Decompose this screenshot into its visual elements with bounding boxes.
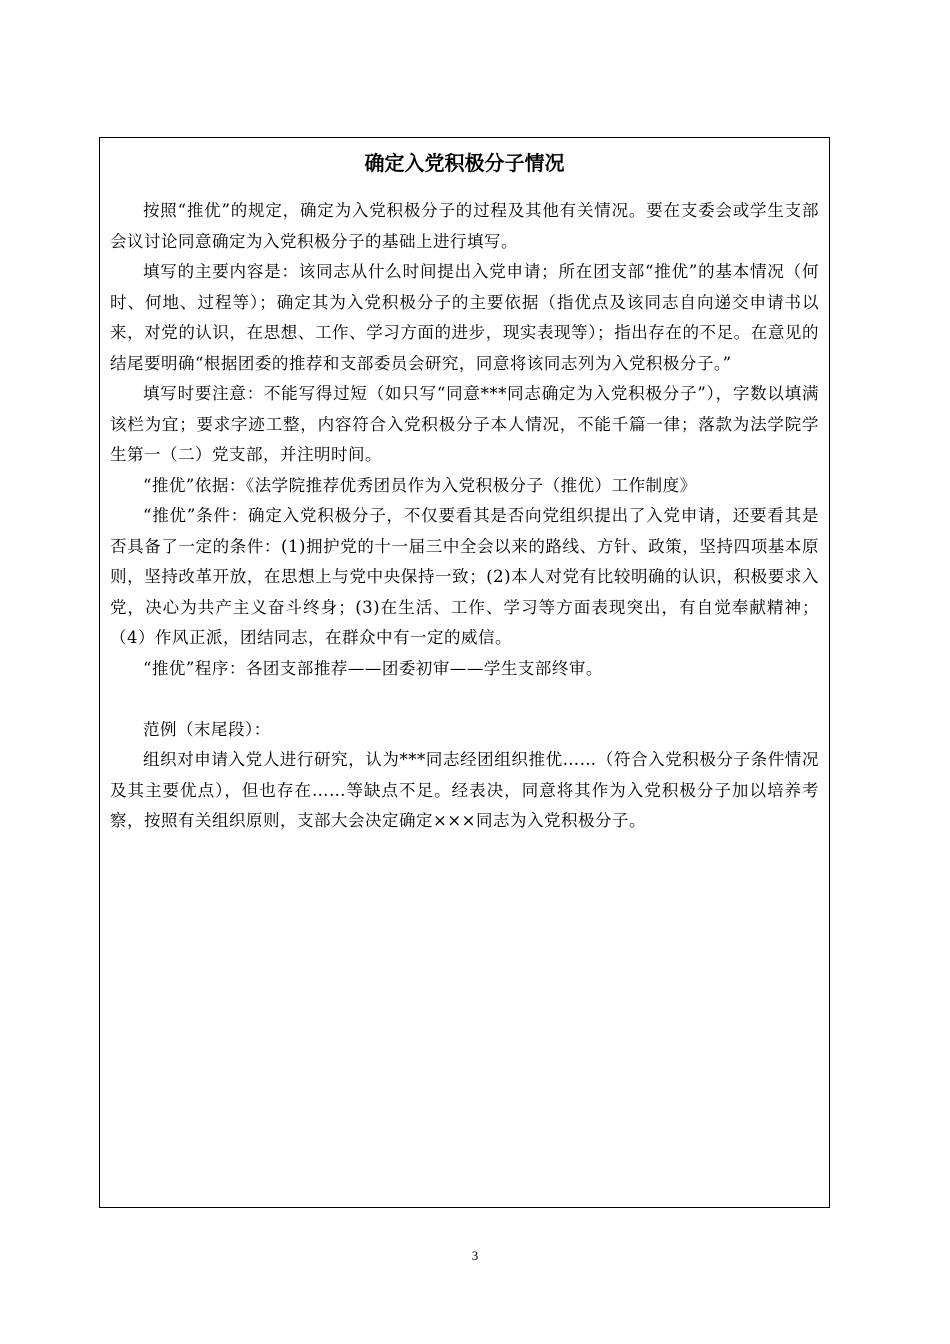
procedure-paragraph: “推优”程序：各团支部推荐——团委初审——学生支部终审。	[143, 658, 603, 678]
instruction-paragraph-2: 填写的主要内容是：该同志从什么时间提出入党申请；所在团支部“推优”的基本情况（何时、何地、过程等）；确定其为入党积极分子的主要依据（指优点及该同志自向递交申请书以来，对党的认识，在思想、工作、学习方面的进步，现实表现等）；指出存在的不足。在意见的结尾要明确“根据团委的推荐和支部委员会研究，同意将该同志列为入党积极分子。”	[110, 262, 819, 373]
instructions-body	[110, 196, 819, 837]
instruction-paragraph-1: 按照“推优”的规定，确定为入党积极分子的过程及其他有关情况。要在支委会或学生支部会议讨论同意确定为入党积极分子的基础上进行填写。	[110, 201, 819, 251]
example-paragraph: 组织对申请入党人进行研究，认为***同志经团组织推优……（符合入党积极分子条件情况及其主要优点），但也存在……等缺点不足。经表决，同意将其作为入党积极分子加以培养考察，按照有关组织原则，支部大会决定确定×××同志为入党积极分子。	[110, 750, 819, 830]
example-heading: 范例（末尾段）：	[143, 719, 271, 739]
instruction-paragraph-3: 填写时要注意：不能写得过短（如只写“同意***同志确定为入党积极分子”），字数以填满该栏为宜；要求字迹工整，内容符合入党积极分子本人情况，不能千篇一律；落款为法学院学生第一（二）党支部，并注明时间。	[110, 384, 819, 464]
page-number: 3	[471, 1248, 479, 1263]
basis-paragraph: “推优”依据：《法学院推荐优秀团员作为入党积极分子（推优）工作制度》	[143, 475, 697, 495]
form-section-box	[99, 137, 830, 1208]
conditions-paragraph: “推优”条件：确定入党积极分子，不仅要看其是否向党组织提出了入党申请，还要看其是否具备了一定的条件：(1)拥护党的十一届三中全会以来的路线、方针、政策，坚持四项基本原则，坚持改革开放，在思想上与党中央保持一致；(2)本人对党有比较明确的认识，积极要求入党，决心为共产主义奋斗终身；(3)在生活、工作、学习等方面表现突出，有自觉奉献精神；（4）作风正派，团结同志，在群众中有一定的威信。	[110, 506, 819, 647]
blank-line	[110, 684, 819, 715]
section-title: 确定入党积极分子情况	[364, 151, 565, 175]
